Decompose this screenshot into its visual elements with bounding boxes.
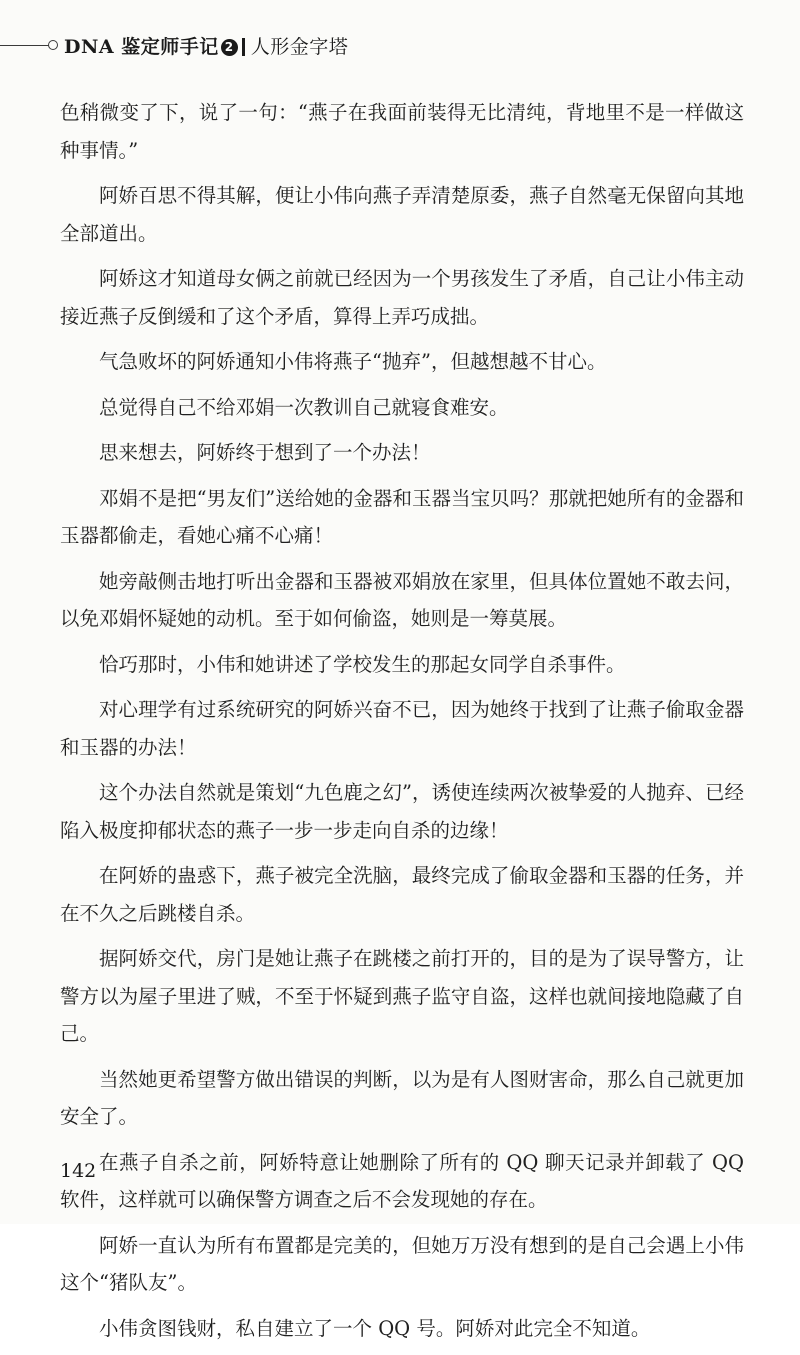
header-separator-bar: [242, 38, 245, 56]
header-circle-ornament: [48, 40, 58, 50]
paragraph-2: 阿娇百思不得其解，便让小伟向燕子弄清楚原委，燕子自然毫无保留向其地全部道出。: [60, 184, 744, 245]
paragraph-5: 总觉得自己不给邓娟一次教训自己就寝食难安。: [99, 395, 509, 419]
paragraph-3: 阿娇这才知道母女俩之前就已经因为一个男孩发生了矛盾，自己让小伟主动接近燕子反倒缓和了这个矛盾，算得上弄巧成拙。: [60, 267, 744, 328]
paragraph-12: 在阿娇的蛊惑下，燕子被完全洗脑，最终完成了偷取金器和玉器的任务，并在不久之后跳楼自杀。: [60, 864, 744, 925]
paragraph-10: 对心理学有过系统研究的阿娇兴奋不已，因为她终于找到了让燕子偷取金器和玉器的办法！: [60, 698, 744, 759]
paragraph-1: 色稍微变了下，说了一句：“燕子在我面前装得无比清纯，背地里不是一样做这种事情。”: [60, 101, 744, 162]
header-title: [64, 32, 348, 59]
book-title: DNA 鉴定师手记: [64, 36, 219, 58]
paragraph-7: 邓娟不是把“男友们”送给她的金器和玉器当宝贝吗？那就把她所有的金器和玉器都偷走，看她心痛不心痛！: [60, 486, 744, 547]
paragraph-17: 小伟贪图钱财，私自建立了一个 QQ 号。阿娇对此完全不知道。: [99, 1316, 651, 1340]
paragraph-6: 思来想去，阿娇终于想到了一个办法！: [99, 441, 431, 464]
paragraph-14: 当然她更希望警方做出错误的判断，以为是有人图财害命，那么自己就更加安全了。: [60, 1067, 744, 1128]
paragraph-4: 气急败坏的阿娇通知小伟将燕子“抛弃”，但越想越不甘心。: [99, 350, 607, 373]
paragraph-9: 恰巧那时，小伟和她讲述了学校发生的那起女同学自杀事件。: [99, 652, 626, 676]
header-rule-line: [0, 45, 50, 46]
body-text: [60, 94, 744, 1355]
page-number: 142: [60, 1160, 97, 1182]
paragraph-13: 据阿娇交代，房门是她让燕子在跳楼之前打开的，目的是为了误导警方，让警方以为屋子里进了贼，不至于怀疑到燕子监守自盗，这样也就间接地隐藏了自己。: [60, 947, 744, 1045]
book-subtitle: 人形金字塔: [250, 36, 349, 58]
volume-number-badge: 2: [221, 39, 238, 56]
paragraph-11: 这个办法自然就是策划“九色鹿之幻”，诱使连续两次被挚爱的人抛弃、已经陷入极度抑郁状态的燕子一步一步走向自杀的边缘！: [60, 781, 744, 842]
paragraph-15: 在燕子自杀之前，阿娇特意让她删除了所有的 QQ 聊天记录并卸载了 QQ 软件，这样就可以确保警方调查之后不会发现她的存在。: [60, 1150, 744, 1211]
paragraph-8: 她旁敲侧击地打听出金器和玉器被邓娟放在家里，但具体位置她不敢去问，以免邓娟怀疑她的动机。至于如何偷盗，她则是一筹莫展。: [60, 569, 744, 630]
running-header: [0, 30, 400, 60]
paragraph-16: 阿娇一直认为所有布置都是完美的，但她万万没有想到的是自己会遇上小伟这个“猪队友”。: [60, 1233, 744, 1294]
